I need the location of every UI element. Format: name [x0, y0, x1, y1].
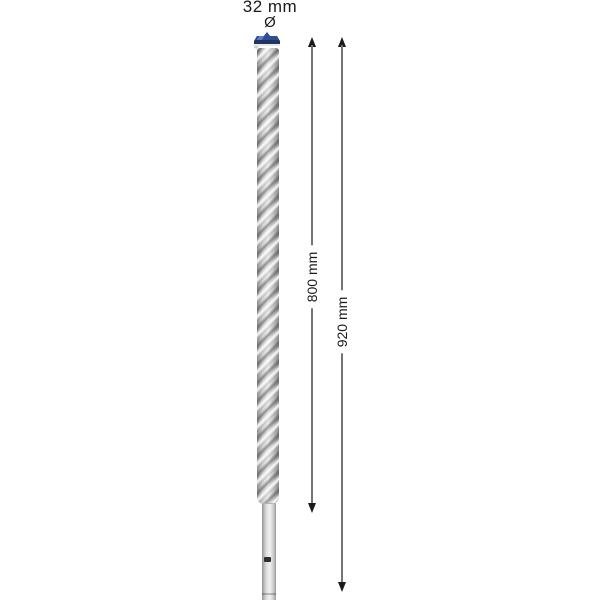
- arrow-down-icon: [308, 503, 316, 513]
- shank-groove-icon: [264, 557, 271, 562]
- diameter-symbol-icon: Ø: [264, 14, 276, 31]
- dimension-label: 920 mm: [333, 291, 351, 354]
- arrow-down-icon: [338, 582, 346, 592]
- drill-shank: [262, 503, 276, 600]
- diameter-value: 32 mm: [242, 0, 298, 16]
- dimension-total-length: [335, 37, 349, 592]
- dimension-label: 800 mm: [303, 246, 321, 309]
- diameter-label: [243, 0, 297, 30]
- drill-flute: [257, 48, 279, 504]
- dimension-working-length: [305, 37, 319, 513]
